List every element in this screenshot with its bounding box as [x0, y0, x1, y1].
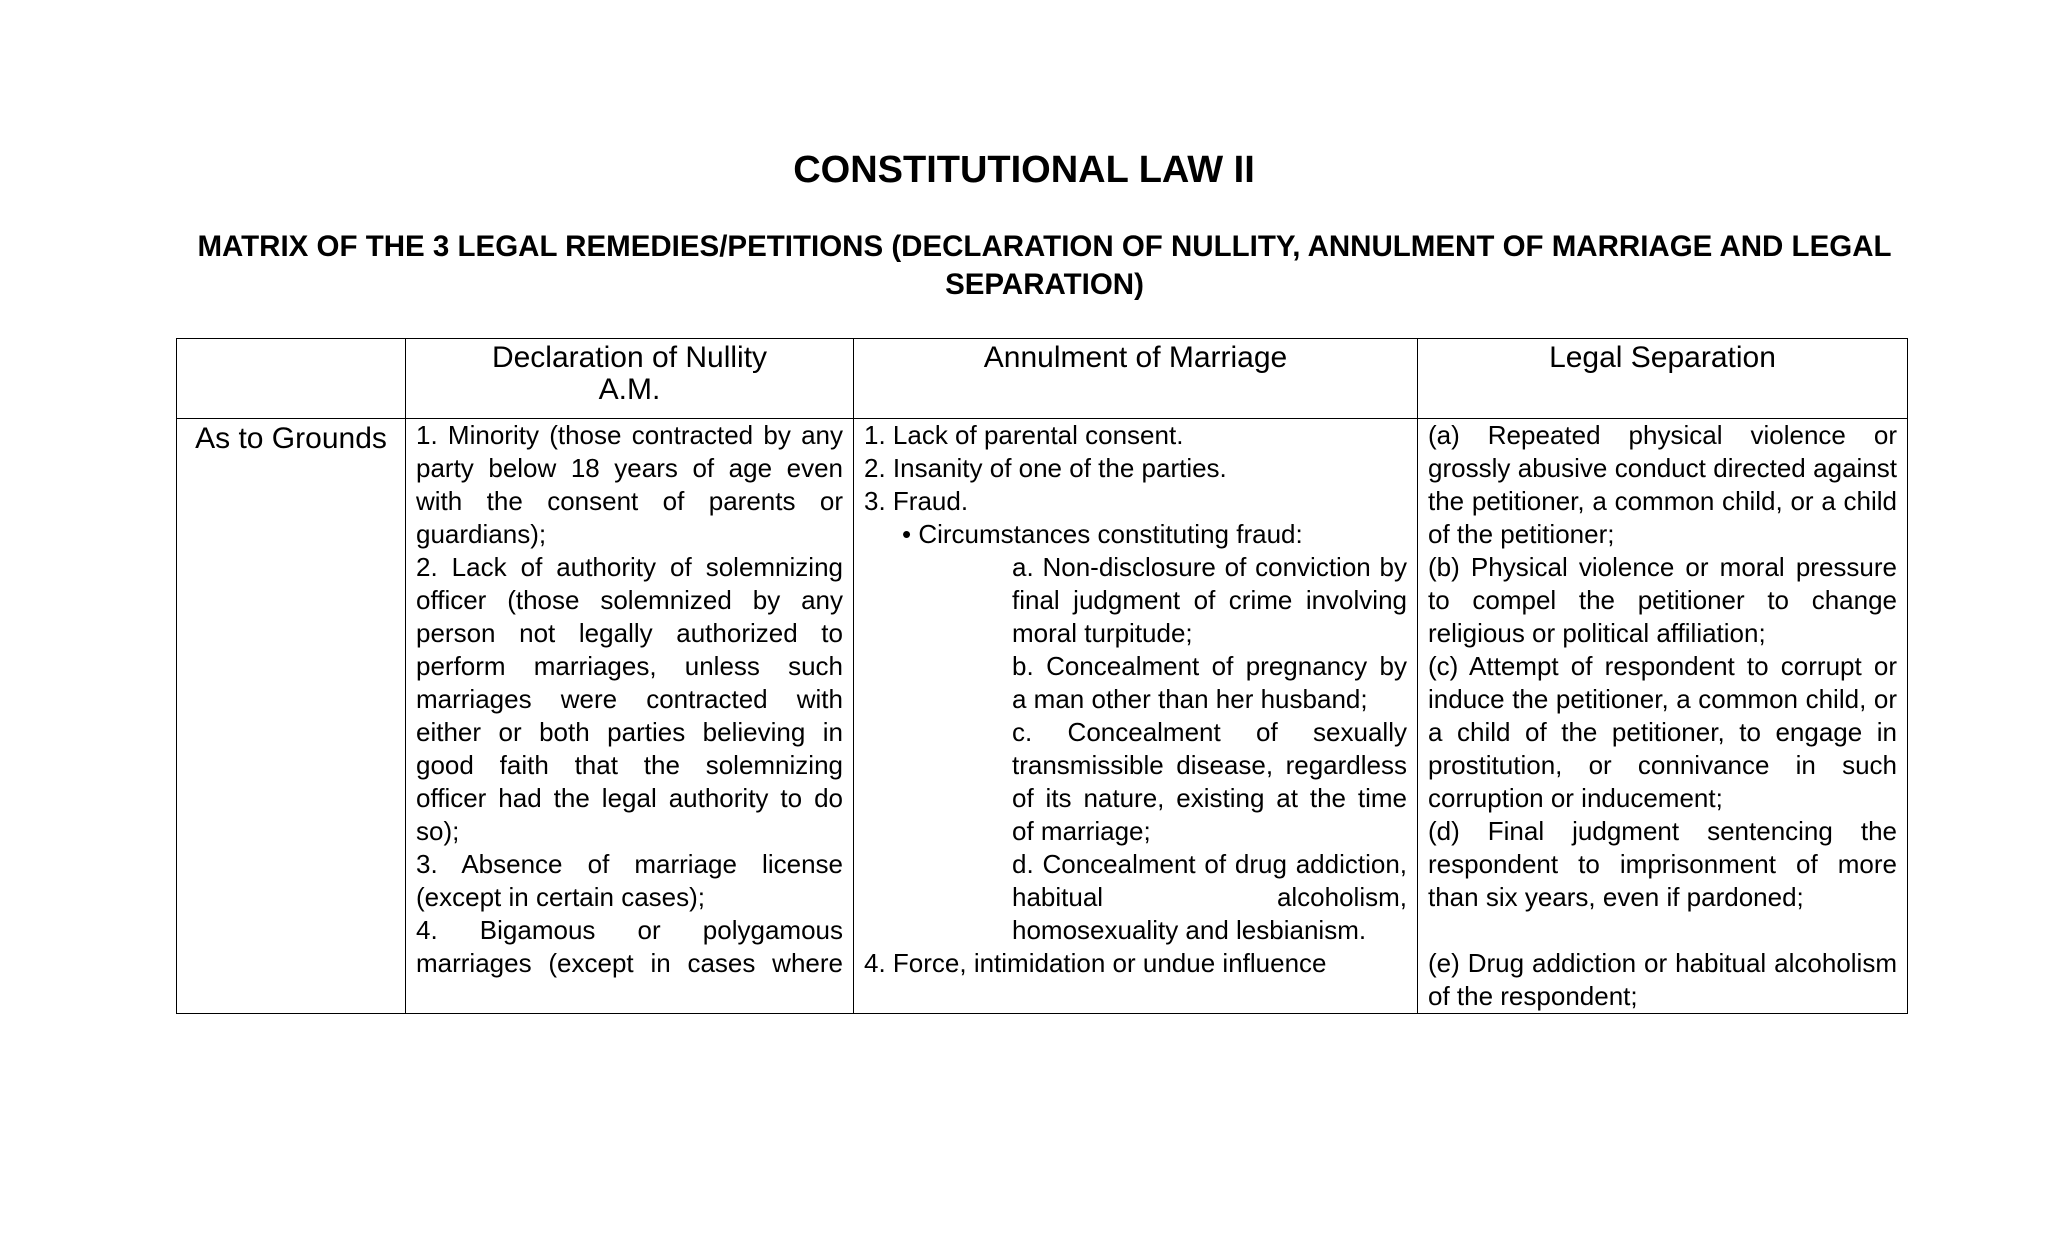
fraud-circumstances-bullet: • Circumstances constituting fraud:: [902, 519, 1303, 549]
nullity-ground-item: 2. Lack of authority of solemnizing officer (those solemnized by any person not legally authorized to perform marriages, unless such marriages were contracted with either or both parties believing in good faith that the solemnizing officer had the legal authority to do so);: [416, 552, 843, 846]
fraud-subitem: d. Concealment of drug addiction, habitual alcoholism, homosexuality and lesbianism.: [1012, 849, 1407, 945]
remedies-matrix-table: [176, 338, 1908, 1014]
annulment-ground-item: 1. Lack of parental consent.: [864, 420, 1184, 450]
fraud-subitem: a. Non-disclosure of conviction by final judgment of crime involving moral turpitude;: [1012, 552, 1407, 648]
annulment-ground-item: 3. Fraud.: [864, 486, 969, 516]
fraud-subitem: b. Concealment of pregnancy by a man other than her husband;: [1012, 651, 1407, 714]
fraud-subitem: c. Concealment of sexually transmissible disease, regardless of its nature, existing at the time of marriage;: [1012, 717, 1407, 846]
header-nullity-line1: Declaration of Nullity: [491, 341, 768, 374]
separation-ground-item: (a) Repeated physical violence or grossly abusive conduct directed against the petitioner, a common child, or a child of the petitioner;: [1428, 420, 1897, 549]
nullity-grounds-cell: [406, 419, 854, 1014]
table-row-grounds: [177, 419, 1908, 1014]
nullity-ground-item: 4. Bigamous or polygamous marriages (except in cases where: [416, 915, 843, 978]
row-label-grounds: As to Grounds: [177, 419, 406, 1014]
separation-ground-item: (d) Final judgment sentencing the respondent to imprisonment of more than six years, even if pardoned;: [1428, 816, 1897, 912]
header-declaration-of-nullity: [406, 339, 854, 419]
document-title: CONSTITUTIONAL LAW II: [793, 149, 1255, 191]
header-legal-separation: Legal Separation: [1418, 339, 1908, 419]
header-nullity-line2: A.M.: [598, 373, 661, 406]
separation-ground-item: (e) Drug addiction or habitual alcoholism of the respondent;: [1428, 948, 1897, 1011]
separation-ground-item: (b) Physical violence or moral pressure to compel the petitioner to change religious or political affiliation;: [1428, 552, 1897, 648]
separation-ground-item: (c) Attempt of respondent to corrupt or induce the petitioner, a common child, or a child of the petitioner, to engage in prostitution, or connivance in such corruption or inducement;: [1428, 651, 1897, 813]
nullity-ground-item: 3. Absence of marriage license (except in certain cases);: [416, 849, 843, 912]
document-subtitle: MATRIX OF THE 3 LEGAL REMEDIES/PETITIONS (DECLARATION OF NULLITY, ANNULMENT OF MARRIAGE AND LEGAL SEPARATION): [197, 230, 1892, 301]
annulment-grounds-cell: [854, 419, 1418, 1014]
header-blank-cell: [177, 339, 406, 419]
separation-grounds-cell: [1418, 419, 1908, 1014]
table-header-row: [177, 339, 1908, 419]
separation-spacer: [1428, 914, 1897, 947]
header-annulment-of-marriage: Annulment of Marriage: [854, 339, 1418, 419]
nullity-ground-item: 1. Minority (those contracted by any party below 18 years of age even with the consent of parents or guardians);: [416, 420, 843, 549]
annulment-ground-item: 2. Insanity of one of the parties.: [864, 453, 1227, 483]
annulment-ground-item: 4. Force, intimidation or undue influence: [864, 948, 1327, 978]
